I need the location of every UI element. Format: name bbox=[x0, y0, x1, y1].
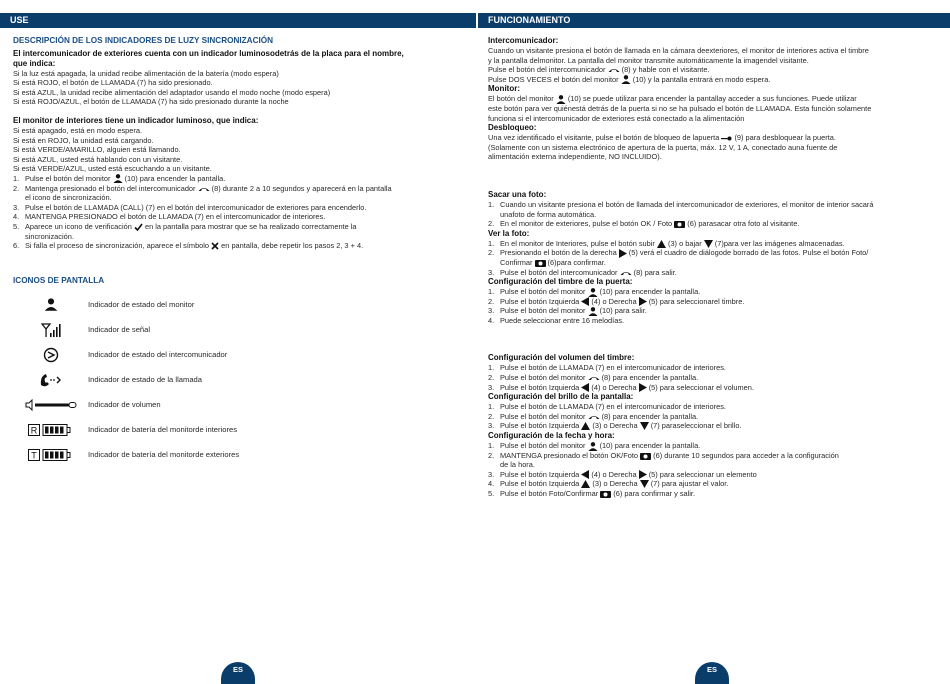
step-number: 2. bbox=[488, 450, 495, 460]
screen-icon-row bbox=[13, 342, 463, 367]
section-line: Pulse DOS VECES el botón del monitor (10) y la pantalla entrará en modo espera. bbox=[488, 74, 771, 84]
step-text bbox=[25, 241, 363, 251]
step-item bbox=[488, 470, 938, 480]
section-heading: Intercomunicador: bbox=[488, 36, 559, 45]
icons-title: ICONOS DE PANTALLA bbox=[13, 275, 105, 285]
cam-icon bbox=[600, 489, 611, 498]
screen-icon-row bbox=[13, 417, 463, 442]
section-heading: Monitor: bbox=[488, 84, 520, 94]
indoor-line: Si está en ROJO, la unidad está cargando. bbox=[13, 135, 154, 145]
step-text: Pulse el botón Izquierda (4) o Derecha (5) para seleccionar un elemento bbox=[500, 469, 757, 479]
battery-r-icon bbox=[13, 424, 88, 436]
up-icon bbox=[581, 479, 590, 488]
step-text-a: Pulse el botón de LLAMADA (CALL) (7) en el botón del intercomunicador de exteriores para encenderlo. bbox=[25, 202, 367, 212]
step-list bbox=[488, 402, 938, 431]
indoor-line: Si está AZUL, usted está hablando con un visitante. bbox=[13, 154, 183, 164]
outdoor-line: Si está ROJO, el botón de LLAMADA (7) ha sido presionado. bbox=[13, 78, 213, 88]
person-icon bbox=[588, 441, 598, 450]
step-number: 2. bbox=[488, 219, 495, 229]
step-item bbox=[488, 460, 938, 470]
step-item bbox=[488, 383, 938, 393]
screen-icon-label: Indicador de volumen bbox=[88, 399, 161, 409]
step-list bbox=[488, 200, 938, 229]
signal-icon bbox=[13, 323, 88, 337]
indicators-title: DESCRIPCIÓN DE LOS INDICADORES DE LUZY SINCRONIZACIÓN bbox=[13, 36, 274, 45]
section-heading: Configuración del volumen del timbre: bbox=[488, 353, 635, 363]
up-icon bbox=[581, 421, 590, 430]
step-item bbox=[488, 219, 938, 229]
step-text-a: el icono de sincronización. bbox=[25, 193, 112, 203]
outdoor-heading: El intercomunicador de exteriores cuenta con un indicador luminosodetrás de la placa para el nombre, bbox=[13, 48, 404, 58]
step-number: 2. bbox=[488, 248, 495, 258]
section-heading: Sacar una foto: bbox=[488, 189, 547, 199]
sync-step bbox=[13, 184, 463, 194]
step-text bbox=[25, 174, 225, 184]
step-text-b: en la pantalla para mostrar que se ha realizado correctamente la bbox=[144, 221, 357, 231]
step-list bbox=[488, 441, 938, 499]
step-number: 2. bbox=[13, 183, 20, 193]
step-number: 5. bbox=[13, 221, 20, 231]
step-text: En el monitor de Interiores, pulse el botón subir (3) o bajar (7)para ver las imágenes almacenadas. bbox=[500, 238, 845, 248]
person-icon bbox=[113, 174, 123, 183]
step-item bbox=[488, 421, 938, 431]
step-number: 1. bbox=[488, 199, 495, 209]
step-item bbox=[488, 373, 938, 383]
step-item bbox=[488, 412, 938, 422]
battery-t-icon bbox=[13, 449, 88, 461]
right-icon bbox=[619, 248, 627, 257]
screen-icon-label: Indicador de estado del monitor bbox=[88, 299, 195, 309]
step-text: En el monitor de exteriores, pulse el botón OK / Foto (6) parasacar otra foto al visitante. bbox=[500, 219, 800, 229]
page-badge-right: ES bbox=[695, 662, 729, 684]
screen-icon-label: Indicador de batería del monitorde interiores bbox=[88, 424, 238, 434]
step-item bbox=[488, 402, 938, 412]
step-text-a: Si falla el proceso de sincronización, aparece el símbolo bbox=[25, 241, 210, 251]
step-number: 2. bbox=[488, 296, 495, 306]
screen-icon-row bbox=[13, 317, 463, 342]
step-text-a: Aparece un icono de verificación bbox=[25, 221, 132, 231]
section-line: (Solamente con un sistema electrónico de apertura de la puerta, máx. 12 V, 1 A, conectado auna fuente de bbox=[488, 142, 838, 152]
step-text-a: sincronización. bbox=[25, 231, 74, 241]
step-text: Presionando el botón de la derecha (5) verá el cuadro de diálogode borrado de las fotos. Pulse el botón Foto/ bbox=[500, 248, 869, 258]
check-icon bbox=[134, 222, 143, 231]
phone-icon bbox=[588, 412, 600, 421]
step-text-a: MANTENGA PRESIONADO el botón de LLAMADA (7) en el intercomunicador de interiores. bbox=[25, 212, 326, 222]
step-text-b: (10) para encender la pantalla. bbox=[124, 173, 226, 183]
cross-icon bbox=[211, 241, 219, 250]
step-text bbox=[25, 222, 357, 232]
step-text bbox=[25, 203, 366, 213]
step-number: 4. bbox=[488, 479, 495, 489]
step-number bbox=[488, 460, 500, 470]
step-text: Pulse el botón del monitor (10) para encender la pantalla. bbox=[500, 287, 701, 297]
step-text: Pulse el botón del monitor (8) para encender la pantalla. bbox=[500, 411, 699, 421]
step-list bbox=[488, 363, 938, 392]
section-line: Pulse el botón del intercomunicador (8) y hable con el visitante. bbox=[488, 65, 710, 75]
step-number bbox=[13, 232, 25, 242]
screen-icon-row bbox=[13, 367, 463, 392]
step-text bbox=[25, 232, 74, 242]
step-item bbox=[488, 479, 938, 489]
step-number: 1. bbox=[13, 173, 20, 183]
step-text: Pulse el botón Foto/Confirmar (6) para confirmar y salir. bbox=[500, 489, 696, 498]
cam-icon bbox=[640, 451, 651, 460]
step-item bbox=[488, 200, 938, 210]
header-use: USE bbox=[0, 13, 476, 28]
step-item bbox=[488, 210, 938, 220]
step-number: 5. bbox=[488, 489, 495, 498]
step-number: 1. bbox=[488, 287, 495, 297]
screen-icon-row bbox=[13, 392, 463, 417]
section-line: El botón del monitor (10) se puede utilizar para encender la pantallay acceder a sus funciones. Puede utilizar bbox=[488, 94, 857, 104]
right-icon bbox=[639, 297, 647, 306]
step-number: 2. bbox=[488, 411, 495, 421]
step-text: de la hora. bbox=[500, 460, 535, 470]
indoor-line: Si está apagado, está en modo espera. bbox=[13, 125, 143, 135]
key-icon bbox=[721, 133, 732, 142]
step-item bbox=[488, 363, 938, 373]
step-text-b: (8) durante 2 a 10 segundos y aparecerá en la pantalla bbox=[211, 183, 392, 193]
cam-icon bbox=[674, 219, 685, 228]
phone-icon bbox=[198, 184, 210, 193]
phone-icon bbox=[588, 373, 600, 382]
step-number bbox=[13, 193, 25, 203]
step-number bbox=[488, 210, 500, 220]
indoor-line: Si está VERDE/AZUL, usted está escuchando a un visitante. bbox=[13, 164, 212, 174]
header-funcionamiento: FUNCIONAMIENTO bbox=[478, 13, 950, 28]
step-text: unafoto de forma automática. bbox=[500, 209, 597, 219]
screen-icon-label: Indicador de señal bbox=[88, 324, 151, 334]
step-item bbox=[488, 239, 938, 249]
person-icon bbox=[556, 94, 566, 103]
step-list bbox=[488, 239, 938, 277]
step-item bbox=[488, 248, 938, 258]
step-number: 3. bbox=[488, 469, 495, 479]
sync-step bbox=[13, 212, 463, 222]
cam-icon bbox=[535, 258, 546, 267]
step-text bbox=[25, 184, 392, 194]
screen-icon-row bbox=[13, 292, 463, 317]
section-line: alimentación externa independiente, NO INCLUIDO). bbox=[488, 152, 662, 162]
step-text-b: en pantalla, debe repetir los pasos 2, 3 + 4. bbox=[221, 241, 364, 251]
down-icon bbox=[640, 421, 649, 430]
step-text: Pulse el botón del monitor (8) para encender la pantalla. bbox=[500, 373, 699, 383]
svg-text:T: T bbox=[30, 450, 37, 461]
indoor-line: Si está VERDE/AMARILLO, alguien está llamando. bbox=[13, 145, 181, 155]
screen-icon-label: Indicador de estado del intercomunicador bbox=[88, 349, 228, 359]
left-icon bbox=[581, 383, 589, 392]
up-icon bbox=[657, 239, 666, 248]
section-heading: Desbloqueo: bbox=[488, 123, 537, 133]
person-icon bbox=[588, 287, 598, 296]
step-number: 2. bbox=[488, 373, 495, 383]
person-icon bbox=[588, 306, 598, 315]
step-text: Puede seleccionar entre 16 melodías. bbox=[500, 315, 625, 325]
step-text: Pulse el botón del intercomunicador (8) para salir. bbox=[500, 267, 677, 277]
step-text: Pulse el botón Izquierda (4) o Derecha (5) para seleccionarel timbre. bbox=[500, 296, 745, 306]
left-icon bbox=[581, 297, 589, 306]
sync-step bbox=[13, 232, 463, 242]
phone-icon bbox=[620, 268, 632, 277]
step-item bbox=[488, 451, 938, 461]
step-list bbox=[488, 287, 938, 325]
person-icon bbox=[621, 75, 631, 84]
section-line: y la pantalla delmonitor. La pantalla del monitor transmite automáticamente la imagendel visitante. bbox=[488, 55, 809, 65]
screen-icon-row bbox=[13, 442, 463, 467]
phone-icon bbox=[608, 65, 620, 74]
svg-text:R: R bbox=[30, 425, 37, 436]
indoor-heading: El monitor de interiores tiene un indicador luminoso, que indica: bbox=[13, 115, 259, 125]
outdoor-line: Si está AZUL, la unidad recibe alimentación del adaptador usando el modo noche (modo espera) bbox=[13, 87, 331, 97]
section-heading: Configuración del timbre de la puerta: bbox=[488, 277, 633, 287]
step-number: 4. bbox=[488, 315, 495, 325]
step-item bbox=[488, 316, 938, 326]
step-number: 4. bbox=[13, 212, 20, 222]
screen-icon-label: Indicador de estado de la llamada bbox=[88, 374, 202, 384]
step-item bbox=[488, 258, 938, 268]
section-heading: Configuración de la fecha y hora: bbox=[488, 431, 615, 441]
section-line: Una vez identificado el visitante, pulse el botón de bloqueo de lapuerta (9) para desbloquear la puerta. bbox=[488, 133, 836, 143]
step-text: Pulse el botón Izquierda (4) o Derecha (5) para seleccionar el volumen. bbox=[500, 382, 754, 392]
step-text: Pulse el botón de LLAMADA (7) en el intercomunicador de interiores. bbox=[500, 402, 726, 412]
step-text bbox=[25, 193, 112, 203]
step-item bbox=[488, 297, 938, 307]
section-heading: Ver la foto: bbox=[488, 228, 530, 238]
step-number: 3. bbox=[488, 421, 495, 431]
step-number: 6. bbox=[13, 241, 20, 251]
step-text: Pulse el botón de LLAMADA (7) en el intercomunicador de interiores. bbox=[500, 363, 726, 373]
step-number: 3. bbox=[488, 267, 495, 277]
section-line: funciona si el intercomunicador de exteriores está conectado a la alimentación bbox=[488, 113, 745, 123]
right-icon bbox=[639, 470, 647, 479]
volume-icon bbox=[13, 399, 88, 411]
step-text: Pulse el botón del monitor (10) para encender la pantalla. bbox=[500, 441, 701, 451]
sync-step bbox=[13, 203, 463, 213]
step-number: 1. bbox=[488, 441, 495, 451]
step-item bbox=[488, 268, 938, 278]
step-item bbox=[488, 441, 938, 451]
left-column bbox=[13, 36, 463, 467]
step-item bbox=[488, 306, 938, 316]
step-text-a: Mantenga presionado el botón del intercomunicador bbox=[25, 183, 196, 193]
step-text-a: Pulse el botón del monitor bbox=[25, 173, 111, 183]
step-item bbox=[488, 489, 938, 499]
down-icon bbox=[640, 479, 649, 488]
step-text bbox=[25, 212, 325, 222]
section-line: este botón para ver quiénestá detrás de la puerta si no se ha pulsado el botón de LLAMADA. Esta función solamente bbox=[488, 103, 872, 113]
call-icon bbox=[13, 373, 88, 387]
screen-icon-label: Indicador de batería del monitorde exteriores bbox=[88, 449, 240, 459]
outdoor-heading-2: que indica: bbox=[13, 58, 56, 68]
step-number: 3. bbox=[488, 306, 495, 316]
step-text: Cuando un visitante presiona el botón de llamada del intercomunicador de exteriores, el monitor de interior sacará bbox=[500, 199, 874, 209]
step-item bbox=[488, 287, 938, 297]
right-icon bbox=[639, 383, 647, 392]
step-number: 1. bbox=[488, 402, 495, 412]
outdoor-line: Si la luz está apagada, la unidad recibe alimentación de la batería (modo espera) bbox=[13, 68, 279, 78]
step-number: 3. bbox=[488, 382, 495, 392]
section-heading: Configuración del brillo de la pantalla: bbox=[488, 392, 634, 402]
step-text: Pulse el botón Izquierda (3) o Derecha (7) paraseleccionar el brillo. bbox=[500, 421, 742, 431]
step-number: 3. bbox=[13, 202, 20, 212]
sync-step bbox=[13, 241, 463, 251]
right-column bbox=[488, 36, 938, 499]
step-number bbox=[488, 258, 500, 268]
step-text: Confirmar (6)para confirmar. bbox=[500, 257, 606, 267]
step-text: Pulse el botón del monitor (10) para salir. bbox=[500, 306, 647, 316]
section-line: Cuando un visitante presiona el botón de llamada en la cámara deexteriores, el monitor de interiores activa el timbre bbox=[488, 46, 869, 55]
step-text: Pulse el botón Izquierda (3) o Derecha (7) para ajustar el valor. bbox=[500, 479, 729, 489]
sync-step bbox=[13, 174, 463, 184]
person-icon bbox=[13, 298, 88, 311]
intercom-icon bbox=[13, 347, 88, 363]
step-text: MANTENGA presionado el botón OK/Foto (6) durante 10 segundos para acceder a la configuración bbox=[500, 450, 839, 460]
sync-step bbox=[13, 222, 463, 232]
sync-step bbox=[13, 193, 463, 203]
down-icon bbox=[704, 239, 713, 248]
step-number: 1. bbox=[488, 363, 495, 373]
outdoor-line: Si está ROJO/AZUL, el botón de LLAMADA (7) ha sido presionado durante la noche bbox=[13, 97, 289, 107]
step-number: 1. bbox=[488, 238, 495, 248]
left-icon bbox=[581, 470, 589, 479]
page-badge-left: ES bbox=[221, 662, 255, 684]
